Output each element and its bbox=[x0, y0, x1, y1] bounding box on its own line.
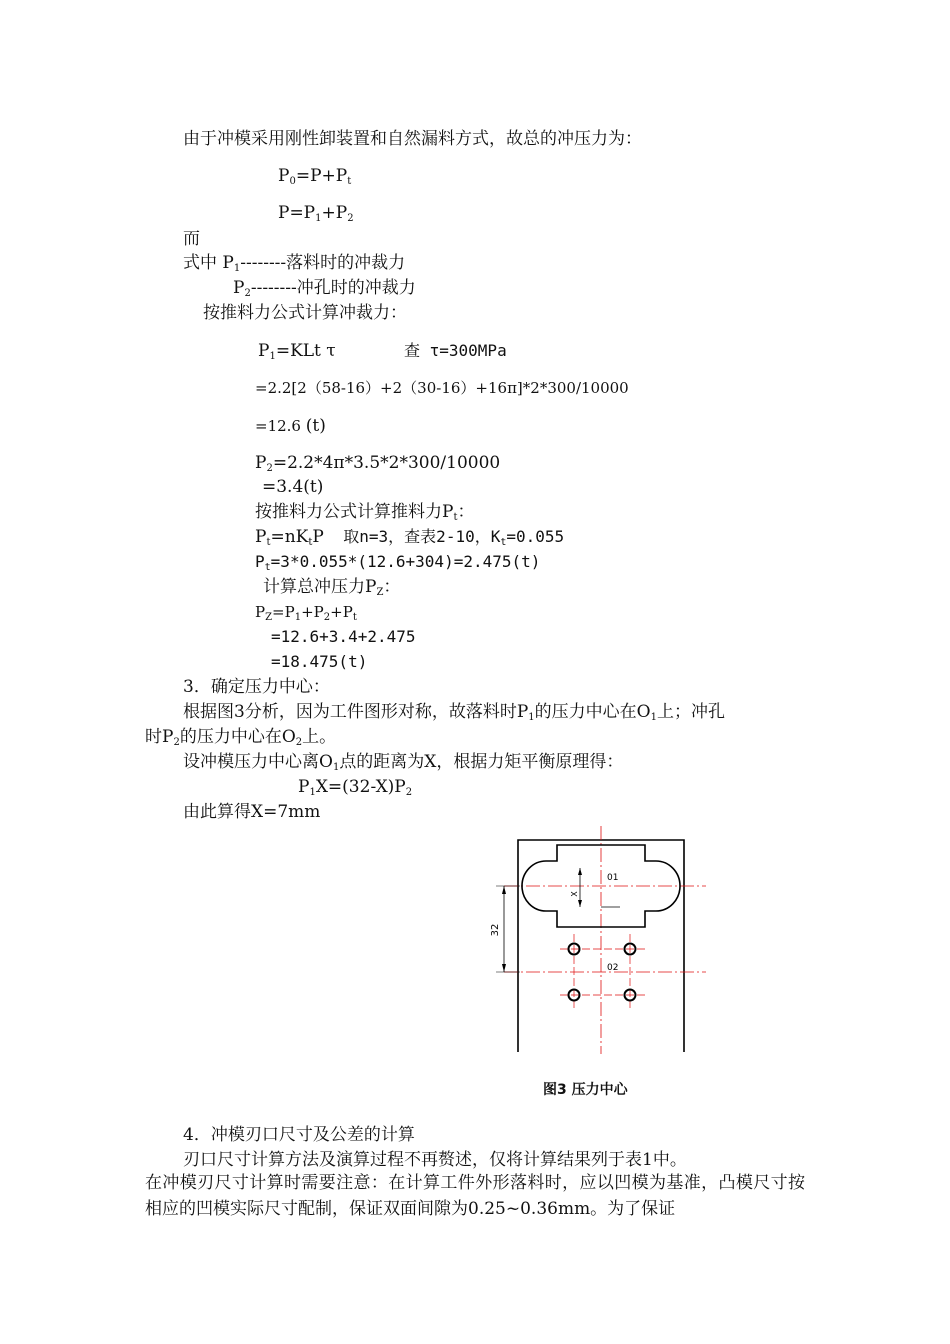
label-o1: 01 bbox=[607, 873, 619, 883]
label-x: X bbox=[570, 891, 579, 897]
p1-calc-step1: =2.2[2（58-16）+2（30-16）+16π]*2*300/10000 bbox=[255, 379, 629, 397]
intro-line: 由于冲模采用刚性卸装置和自然漏料方式，故总的冲压力为： bbox=[183, 129, 642, 149]
label-o2: 02 bbox=[607, 963, 619, 973]
definition-p2: $P_2--------$冲孔时的冲裁力 bbox=[233, 278, 416, 299]
x-arrow-top bbox=[578, 868, 582, 875]
section-3-para-line1: 根据图3分析，因为工件图形对称，故落料时$P_1$的压力中心在$O_1$上；冲孔 bbox=[183, 702, 725, 723]
pressure-center-drawing bbox=[480, 822, 720, 1064]
pz-calc1: =12.6+3.4+2.475 bbox=[271, 627, 416, 646]
p2-result: =3.4(t) bbox=[262, 477, 324, 497]
p1-calc-step2: =12.6 (t) bbox=[255, 416, 326, 436]
er-line: 而 bbox=[183, 229, 200, 249]
equation-p: $P=P_1+P_2$ bbox=[278, 203, 354, 224]
section-4-title: 4．冲模刃口尺寸及公差的计算 bbox=[183, 1125, 415, 1145]
section-3-para-line3: 设冲模压力中心离$O_1$点的距离为X，根据力矩平衡原理得： bbox=[183, 752, 624, 773]
section-4-para1: 刃口尺寸计算方法及演算过程不再赘述，仅将计算结果列于表1中。 bbox=[183, 1150, 687, 1170]
equation-p0: $P_0=P+P_t$ bbox=[278, 166, 352, 187]
result-x: 由此算得X=7mm bbox=[183, 802, 321, 822]
formula-intro: 按推料力公式计算冲裁力： bbox=[203, 303, 407, 323]
label-32: 32 bbox=[490, 923, 501, 937]
section-3-para-line2: 时$P_2$的压力中心在$O_2$上。 bbox=[145, 727, 337, 748]
pz-calc2: =18.475(t) bbox=[271, 652, 368, 671]
pz-formula: $P_Z=P_1+P_2+P_t$ bbox=[255, 603, 357, 623]
pz-intro: 计算总冲压力$P_Z$： bbox=[263, 577, 401, 598]
figure-caption: 图3 压力中心 bbox=[543, 1082, 628, 1098]
definition-p1: 式中 $P_1--------$落料时的冲裁力 bbox=[183, 253, 406, 274]
section-4-para2: 在冲模刃尺寸计算时需要注意：在计算工件外形落料时，应以凹模为基准，凸模尺寸按相应的凹模实际尺寸配制，保证双面间隙为0.25~0.36mm。为了保证 bbox=[145, 1173, 805, 1219]
pt-calc: $P_t=3*0.055*(12.6+304)=2.475(t)$ bbox=[255, 552, 541, 573]
x-arrow-bottom bbox=[578, 900, 582, 907]
pt-formula: $P_t=nK_tP$ 取n=3，查表2-10，$K_t=0.055$ bbox=[255, 527, 565, 548]
dim32-arrow-top bbox=[502, 886, 506, 894]
pt-intro: 按推料力公式计算推料力$P_t$： bbox=[255, 502, 475, 523]
moment-equation: $P_1X=(32-X)P_2$ bbox=[298, 777, 413, 798]
section-3-title: 3．确定压力中心： bbox=[183, 677, 330, 697]
dim32-arrow-bottom bbox=[502, 964, 506, 972]
p2-calc: $P_2=2.2*4\pi*3.5*2*300/10000$ bbox=[255, 453, 501, 474]
p1-formula: $P_1=KLt$ τ 查 τ=300MPa bbox=[258, 341, 507, 362]
